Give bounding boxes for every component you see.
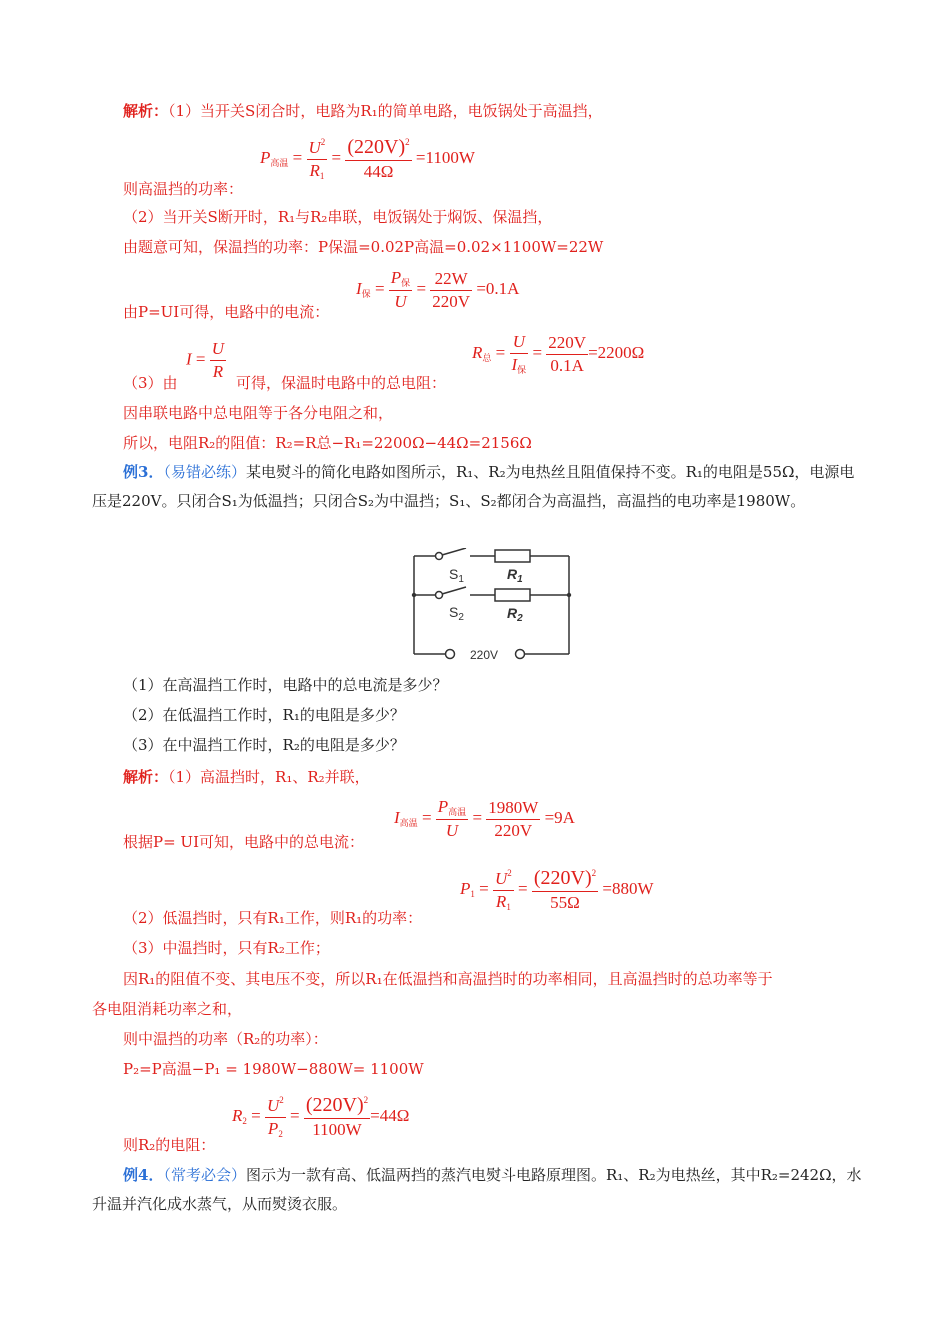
ex4-statement: 例4．（常考必会）图示为一款有高、低温两挡的蒸汽电熨斗电路原理图。R₁、R₂为电热丝，其中R₂=242Ω，水升温并汽化成水蒸气，从而熨烫衣服。 bbox=[92, 1166, 862, 1213]
solution-label: 解析： bbox=[123, 102, 169, 120]
ex2-f1-label: 则高温挡的功率： bbox=[123, 180, 244, 198]
ex3-answer-7: P₂=P高温−P₁ = 1980W−880W= 1100W bbox=[123, 1060, 424, 1078]
fraction: $\frac{U^2}{R_1}$ bbox=[308, 137, 326, 181]
solution-line-1 bbox=[123, 100, 603, 121]
ex3-question-2: （2）在低温挡工作时，R₁的电阻是多少？ bbox=[123, 706, 405, 724]
ex3-formula-r2: $R_2$ = $\frac{U^2}{P_2}$ = $\frac{(220V)^2}{1100W}$ =44Ω bbox=[232, 1094, 410, 1139]
ex2-step5-text: 因串联电路中总电阻等于各分电阻之和， bbox=[123, 404, 394, 422]
ex2-f2-label: 由P=UI可得，电路中的电流： bbox=[123, 303, 330, 321]
ex2-step4-prefix: （3）由 bbox=[123, 374, 178, 392]
ex2-step3-text: 由题意可知，保温挡的功率：P保温=0.02P高温=0.02×1100W=22W bbox=[123, 238, 604, 256]
symbol-P: P bbox=[260, 147, 271, 167]
fraction: $\frac{(220V)^2}{44\Omega}$ bbox=[347, 136, 410, 181]
ex2-formula-total-resistance: $R_总$ = $\frac{U}{I_保}$ = $\frac{220V}{0.1A}$ =2200Ω bbox=[472, 332, 645, 375]
ex3-answer-5: 各电阻消耗功率之和， bbox=[92, 1000, 243, 1018]
resistor-r1-label: $R_1$ bbox=[507, 566, 523, 585]
ex3-question-1: （1）在高温挡工作时，电路中的总电流是多少？ bbox=[123, 676, 448, 694]
ex3-answer-1: 解析：（1）高温挡时，R₁、R₂并联， bbox=[123, 768, 370, 786]
ex3-a8-label: 则R₂的电阻： bbox=[123, 1136, 216, 1154]
ex4-label: 例4 bbox=[123, 1166, 149, 1184]
ex3-formula-p1: $P_1$ = $\frac{U^2}{R_1}$ = $\frac{(220V)^2}{55\Omega}$ =880W bbox=[460, 867, 654, 912]
ex3-a2-label: （2）低温挡时，只有R₁工作，则R₁的功率： bbox=[123, 909, 423, 927]
ex2-step2-text: （2）当开关S断开时，R₁与R₂串联，电饭锅处于焖饭、保温挡， bbox=[123, 208, 553, 226]
result: =1100W bbox=[415, 147, 475, 167]
ex2-formula-current: $I_保$ = $\frac{P_保}{U}$ = $\frac{22W}{220V}$ =0.1A bbox=[356, 268, 520, 311]
ex3-answer-3: （3）中温挡时，只有R₂工作； bbox=[123, 939, 330, 957]
resistor-r2-label: $R_2$ bbox=[507, 605, 523, 624]
ex2-step6-text: 所以，电阻R₂的阻值：R₂=R总−R₁=2200Ω−44Ω=2156Ω bbox=[123, 434, 532, 452]
ex4-tag: （常考必会） bbox=[163, 1166, 246, 1184]
ex3-answer-4: 因R₁的阻值不变、其电压不变，所以R₁在低温挡和高温挡时的功率相同，且高温挡时的总功率等于 bbox=[123, 970, 773, 988]
circuit-diagram bbox=[410, 548, 575, 664]
ex2-formula-high-power: $P_{高温}$ = $\frac{U^2}{R_1}$ = $\frac{(220V)^2}{44\Omega}$ =1100W bbox=[260, 136, 475, 181]
switch-s1-label: $S_1$ bbox=[449, 566, 464, 585]
ex2-step1-text: （1）当开关S闭合时，电路为R₁的简单电路，电饭锅处于高温挡， bbox=[168, 102, 603, 120]
ex2-step4-suffix: 可得，保温时电路中的总电阻： bbox=[236, 374, 447, 392]
ex3-label: 例3 bbox=[123, 463, 149, 481]
ex2-ohm-law: I = $\frac{U}{R}$ bbox=[186, 339, 225, 381]
switch-s2-label: $S_2$ bbox=[449, 604, 464, 623]
voltage-label: 220V bbox=[470, 648, 499, 662]
ex3-statement: 例3．（易错必练）某电熨斗的简化电路如图所示，R₁、R₂为电热丝且阻值保持不变。R₁的电阻是55Ω，电源电压是220V。只闭合S₁为低温挡；只闭合S₂为中温挡；S₁、S₂都闭合为高温挡，高温挡的电功率是1980W。 bbox=[92, 463, 855, 510]
subscript: 高温 bbox=[270, 157, 289, 168]
ex3-a1-label: 根据P= UI可知，电路中的总电流： bbox=[123, 833, 364, 851]
ex3-tag: （易错必练） bbox=[163, 463, 246, 481]
ex3-question-3: （3）在中温挡工作时，R₂的电阻是多少？ bbox=[123, 736, 405, 754]
ex3-formula-total-current: $I_{高温}$ = $\frac{P_{高温}}{U}$ = $\frac{1980W}{220V}$ =9A bbox=[394, 797, 575, 840]
ex3-answer-6: 则中温挡的功率（R₂的功率）： bbox=[123, 1030, 328, 1048]
